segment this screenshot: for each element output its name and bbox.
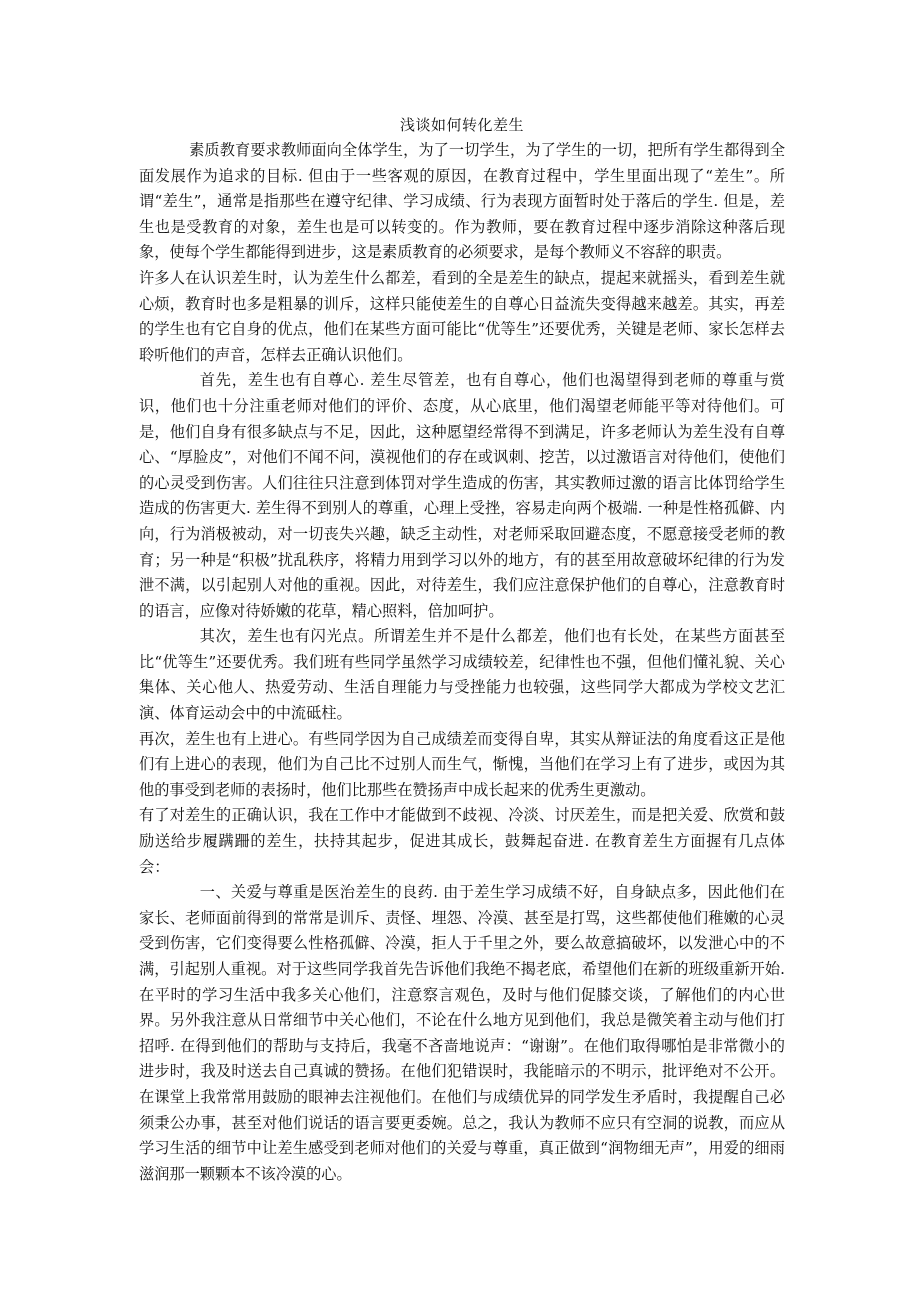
- document-title: 浅谈如何转化差生: [399, 116, 524, 134]
- paragraph-approach: 有了对差生的正确认识，我在工作中才能做到不歧视、冷淡、讨厌差生，而是把关爱、欣赏和鼓励送给步履蹒跚的差生，扶持其起步，促进其成长，鼓舞起奋进. 在教育差生方面握有几点体会：: [139, 806, 785, 876]
- paragraph-strengths: 其次，差生也有闪光点。所谓差生并不是什么都差，他们也有长处，在某些方面甚至比“优等生”还要优秀。我们班有些同学虽然学习成绩较差，纪律性也不强，但他们懂礼貌、关心集体、关心他人、热爱劳动、生活自理能力与受挫能力也较强，这些同学大都成为学校文艺汇演、体育运动会中的中流砥柱。: [139, 627, 785, 723]
- paragraph-motivation: 再次，差生也有上进心。有些同学因为自己成绩差而变得自卑，其实从辩证法的角度看这正是他们有上进心的表现，他们为自己比不过别人而生气，惭愧，当他们在学习上有了进步，或因为其他的事受到老师的表扬时，他们比那些在赞扬声中成长起来的优秀生更激动。: [139, 729, 785, 799]
- document-page: [139, 112, 785, 1187]
- paragraph-intro: 素质教育要求教师面向全体学生，为了一切学生，为了学生的一切，把所有学生都得到全面发展作为追求的目标. 但由于一些客观的原因，在教育过程中，学生里面出现了“差生”。所谓“差生”，通常是指那些在遵守纪律、学习成绩、行为表现方面暂时处于落后的学生. 但是，差生也是受教育的对象，差生也是可以转变的。作为教师，要在教育过程中逐步消除这种落后现象，使每个学生都能得到进步，这是素质教育的必须要求，是每个教师义不容辞的职责。: [139, 141, 785, 262]
- paragraph-misconception: 许多人在认识差生时，认为差生什么都差，看到的全是差生的缺点，提起来就摇头，看到差生就心烦，教育时也多是粗暴的训斥，这样只能使差生的自尊心日益流失变得越来越差。其实，再差的学生也有它自身的优点，他们在某些方面可能比“优等生”还要优秀，关键是老师、家长怎样去聆听他们的声音，怎样去正确认识他们。: [139, 268, 785, 364]
- paragraph-self-esteem: 首先，差生也有自尊心. 差生尽管差，也有自尊心，他们也渴望得到老师的尊重与赏识，他们也十分注重老师对他们的评价、态度，从心底里，他们渴望老师能平等对待他们。可是，他们自身有很多缺点与不足，因此，这种愿望经常得不到满足，许多老师认为差生没有自尊心、“厚脸皮”，对他们不闻不问，漠视他们的存在或讽刺、挖苦，以过激语言对待他们，使他们的心灵受到伤害。人们往往只注意到体罚对学生造成的伤害，其实教师过激的语言比体罚给学生造成的伤害更大. 差生得不到别人的尊重，心理上受挫，容易走向两个极端. 一种是性格孤僻、内向，行为消极被动，对一切丧失兴趣，缺乏主动性，对老师采取回避态度，不愿意接受老师的教育；另一种是“积极”扰乱秩序，将精力用到学习以外的地方，有的甚至用故意破坏纪律的行为发泄不满，以引起别人对他的重视。因此，对待差生，我们应注意保护他们的自尊心，注意教育时的语言，应像对待娇嫩的花草，精心照料，倍加呵护。: [139, 371, 785, 620]
- paragraph-care-respect: 一、关爱与尊重是医治差生的良药. 由于差生学习成绩不好，自身缺点多，因此他们在家长、老师面前得到的常常是训斥、责怪、埋怨、冷漠、甚至是打骂，这些都使他们稚嫩的心灵受到伤害，它们变得要么性格孤僻、冷漠，拒人于千里之外，要么故意搞破坏，以发泄心中的不满，引起别人重视。对于这些同学我首先告诉他们我绝不揭老底，希望他们在新的班级重新开始. 在平时的学习生活中我多关心他们，注意察言观色，及时与他们促膝交谈，了解他们的内心世界。另外我注意从日常细节中关心他们，不论在什么地方见到他们，我总是微笑着主动与他们打招呼. 在得到他们的帮助与支持后，我毫不吝啬地说声：“谢谢”。在他们取得哪怕是非常微小的进步时，我及时送去自己真诚的赞扬。在他们犯错误时，我能暗示的不明示，批评绝对不公开。在课堂上我常常用鼓励的眼神去注视他们。在他们与成绩优异的同学发生矛盾时，我提醒自己必须秉公办事，甚至对他们说话的语言要更委婉。总之，我认为教师不应只有空洞的说教，而应从学习生活的细节中让差生感受到老师对他们的关爱与尊重，真正做到“润物细无声”，用爱的细雨滋润那一颗颗本不该冷漠的心。: [139, 883, 785, 1183]
